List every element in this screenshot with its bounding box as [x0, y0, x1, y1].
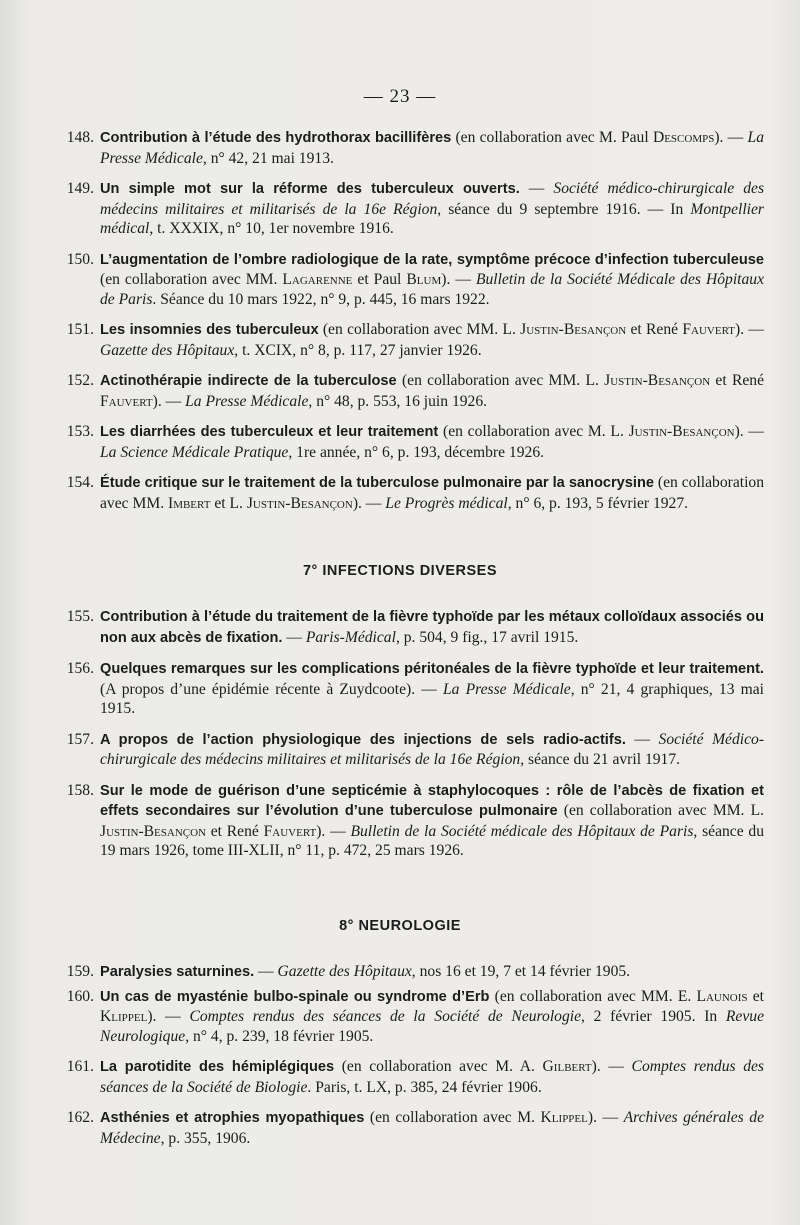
entry-number: 151. [66, 321, 94, 338]
entry-159 [58, 962, 764, 983]
section-infections [58, 607, 764, 872]
entry-number: 149. [66, 180, 94, 197]
section-neurologie [58, 962, 764, 1159]
author-name: Justin-Besançon [520, 321, 627, 338]
entry-title: L’augmentation de l’ombre radiologique de la rate, symptôme précoce d’infection tuberculeuse [100, 251, 764, 268]
entry-text: , séance du 19 mars 1926, tome III-XLII, n° 11, p. 472, 25 mars 1926. [100, 822, 764, 859]
entry-text: (en collaboration avec MM. [100, 271, 283, 288]
journal-name: Montpellier médical [100, 200, 764, 237]
entry-title: Étude critique sur le traitement de la tuberculose pulmonaire par la sanocrysine [100, 475, 654, 491]
entry-text: . Paris, t. LX, p. 385, 24 février 1906. [307, 1078, 542, 1096]
entry-title: Paralysies saturnines. [100, 964, 255, 980]
journal-name: Le Progrès médical [385, 494, 508, 512]
author-name: Fauvert [263, 822, 317, 840]
entry-153 [58, 422, 764, 462]
entry-text: — [282, 628, 306, 646]
entry-text: ). — [714, 129, 748, 146]
entry-text: , n° 48, p. 553, 16 juin 1926. [308, 392, 488, 410]
entry-title: Les insomnies des tuberculeux [100, 322, 319, 338]
entry-162 [58, 1108, 764, 1148]
author-name: Fauvert [682, 321, 735, 338]
entry-text: , n° 4, p. 239, 18 février 1905. [185, 1027, 374, 1045]
entry-text: , 1re année, n° 6, p. 193, décembre 1926. [288, 443, 545, 461]
entry-title: Contribution à l’étude du traitement de la fièvre typhoïde par les métaux colloïdaux associés ou non aux abcès de fixation. [100, 609, 764, 646]
entry-text: ). — [352, 494, 386, 512]
entry-title: Asthénies et atrophies myopathiques [100, 1110, 365, 1126]
author-name: Klippel [100, 1008, 148, 1025]
entry-text: , p. 355, 1906. [160, 1129, 251, 1147]
entry-160 [58, 987, 764, 1047]
author-name: Gilbert [542, 1058, 592, 1075]
entry-157 [58, 730, 764, 770]
section-heading-neurologie: 8° NEUROLOGIE [339, 918, 461, 934]
journal-name: Gazette des Hôpitaux [277, 963, 412, 980]
entry-number: 154. [66, 474, 94, 491]
entry-number: 148. [66, 129, 94, 146]
entry-151 [58, 320, 764, 360]
entry-number: 159. [66, 963, 94, 980]
author-name: Justin-Besançon [604, 372, 711, 389]
journal-name: Revue Neurologique [100, 1008, 764, 1045]
entry-text: (en collaboration avec MM. L. [396, 372, 605, 389]
entry-title: Actinothérapie indirecte de la tuberculose [100, 373, 397, 389]
entry-title: Les diarrhées des tuberculeux et leur traitement [100, 424, 439, 440]
entry-text: ). — [147, 1008, 190, 1025]
entry-number: 153. [66, 423, 94, 440]
entry-text: (en collaboration avec MM. L. [318, 321, 521, 338]
entry-text: et [747, 987, 765, 1005]
entry-number: 157. [66, 730, 94, 748]
entry-title: Sur le mode de guérison d’une septicémie à staphylocoques : rôle de l’abcès de fixation et effets secondaires sur l’évolution d’une tuberculose pulmonaire [100, 782, 764, 819]
journal-name: Comptes rendus des séances de la Société de Biologie [100, 1058, 764, 1096]
journal-name: Comptes rendus des séances de la Société de Neurologie [189, 1008, 582, 1025]
journal-name: Paris-Médical [305, 628, 396, 646]
entry-text: , séance du 9 septembre 1916. — In [437, 200, 691, 218]
entry-text: et Paul [352, 271, 407, 288]
author-name: Justin-Besançon [100, 822, 206, 840]
journal-name: Archives générales de Médecine [100, 1109, 764, 1147]
entry-158 [58, 781, 764, 861]
author-name: Justin-Besançon [628, 423, 735, 440]
entry-text: , p. 504, 9 fig., 17 avril 1915. [395, 628, 579, 646]
entry-number: 155. [66, 608, 94, 625]
journal-name: Société médico-chirurgicale des médecins militaires et militarisés de la 16e Région [100, 180, 765, 218]
entry-text: ). — [734, 423, 764, 440]
entry-152 [58, 371, 764, 411]
entry-title: Quelques remarques sur les complications péritonéales de la fièvre typhoïde et leur traitement. [100, 661, 764, 677]
entry-title: A propos de l’action physiologique des injections de sels radio-actifs. [100, 731, 626, 748]
entry-150 [58, 250, 764, 310]
journal-name: La Presse Médicale [443, 680, 571, 698]
entry-text: ). — [735, 321, 764, 338]
entry-title: Un cas de myasténie bulbo-spinale ou syndrome d’Erb [100, 988, 490, 1005]
author-name: Fauvert [100, 392, 153, 410]
author-name: Blum [406, 271, 442, 288]
section-tuberculose [58, 128, 764, 524]
entry-text: — [254, 963, 278, 980]
entry-text: ). — [152, 392, 186, 410]
entry-text: ). — [587, 1109, 624, 1126]
entry-number: 156. [66, 660, 94, 677]
author-name: Justin-Besançon [246, 494, 353, 512]
entry-number: 160. [66, 987, 94, 1005]
entry-text: , t. XXXIX, n° 10, 1er novembre 1916. [149, 220, 394, 237]
journal-name: Société Médico-chirurgicale des médecins militaires et militarisés de la 16e Région [100, 730, 765, 768]
entry-155 [58, 607, 764, 648]
author-name: Descomps [652, 129, 715, 146]
entry-text: , séance du 21 avril 1917. [520, 751, 681, 768]
author-name: Lagarenne [282, 271, 353, 288]
entry-text: , n° 21, 4 graphiques, 13 mai 1915. [100, 680, 764, 717]
entry-text: (en collaboration avec M. [364, 1109, 541, 1126]
entry-text: ). — [591, 1058, 632, 1075]
entry-text: et René [710, 372, 765, 389]
journal-name: Bulletin de la Société Médicale des Hôpitaux de Paris [100, 271, 765, 308]
entry-text: , n° 42, 21 mai 1913. [202, 149, 334, 167]
entry-text: (A propos d’une épidémie récente à Zuydcoote). — [100, 680, 443, 698]
entry-161 [58, 1057, 764, 1097]
entry-149 [58, 179, 764, 239]
entry-text: (en collaboration avec MM. E. [489, 987, 697, 1005]
entry-text: (en collaboration avec M. L. [438, 423, 629, 440]
journal-name: La Presse Médicale [185, 392, 309, 410]
entry-text: , nos 16 et 19, 7 et 14 février 1905. [411, 963, 631, 980]
entry-text: et René [626, 321, 683, 338]
entry-156 [58, 659, 764, 719]
entry-number: 162. [66, 1109, 94, 1126]
journal-name: La Presse Médicale [100, 129, 765, 167]
author-name: Imbert [168, 494, 211, 512]
entry-text: et René [206, 822, 264, 840]
author-name: Klippel [540, 1109, 588, 1126]
page-number: — 23 — [363, 86, 437, 107]
entry-text: , n° 6, p. 193, 5 février 1927. [507, 494, 689, 512]
entry-text: et L. [210, 494, 247, 512]
journal-name: Bulletin de la Société médicale des Hôpitaux de Paris [350, 822, 694, 840]
entry-154 [58, 473, 764, 513]
entry-text: (en collaboration avec MM. [100, 474, 764, 512]
entry-text: — [625, 730, 659, 748]
section-heading-infections: 7° INFECTIONS DIVERSES [302, 563, 498, 579]
entry-text: . Séance du 10 mars 1922, n° 9, p. 445, 16 mars 1922. [152, 290, 490, 308]
entry-text: (en collaboration avec M. A. [334, 1058, 543, 1075]
entry-title: Un simple mot sur la réforme des tuberculeux ouverts. [100, 181, 520, 197]
entry-number: 150. [66, 250, 94, 268]
author-name: Launois [696, 987, 748, 1005]
entry-number: 161. [66, 1058, 94, 1075]
entry-text: , 2 février 1905. In [581, 1008, 726, 1025]
entry-title: Contribution à l’étude des hydrothorax bacillifères [100, 130, 452, 146]
entry-148 [58, 128, 764, 168]
journal-name: Gazette des Hôpitaux [100, 341, 235, 359]
entry-text: , t. XCIX, n° 8, p. 117, 27 janvier 1926. [234, 341, 482, 359]
entry-text: (en collaboration avec M. Paul [451, 129, 653, 146]
journal-name: La Science Médicale Pratique [100, 443, 289, 461]
entry-title: La parotidite des hémiplégiques [100, 1059, 335, 1075]
entry-number: 158. [66, 781, 94, 799]
entry-text: ). — [441, 271, 476, 288]
entry-text: — [519, 180, 554, 197]
entry-text: (en collaboration avec MM. L. [557, 802, 764, 819]
entry-text: ). — [316, 822, 351, 840]
entry-number: 152. [66, 372, 94, 389]
